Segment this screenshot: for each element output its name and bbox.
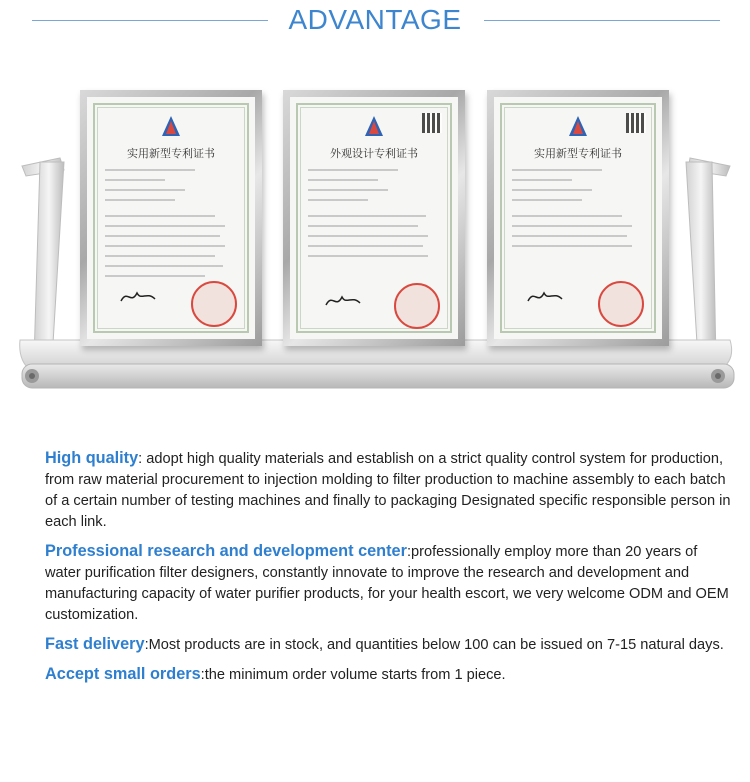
advantage-text: :Most products are in stock, and quantities below 100 can be issued on 7-15 natural days.: [144, 637, 724, 653]
certificate-frame-2: [283, 90, 465, 346]
certificate-frame-3: [487, 90, 669, 346]
official-seal-icon: [394, 283, 440, 329]
patent-office-logo-icon: [160, 115, 182, 137]
certificate-title: 外观设计专利证书: [330, 147, 418, 160]
advantage-high-quality: [45, 448, 735, 533]
advantage-rnd-center: [45, 541, 735, 626]
advantage-heading: Professional research and development center: [45, 542, 407, 560]
section-header: [0, 0, 750, 45]
certificate-title: 实用新型专利证书: [127, 147, 215, 160]
official-seal-icon: [191, 281, 237, 327]
advantage-heading: Accept small orders: [45, 665, 201, 683]
advantage-fast-delivery: [45, 634, 735, 656]
qr-code-icon: [626, 113, 646, 133]
certificate-paper: [494, 97, 662, 339]
patent-office-logo-icon: [363, 115, 385, 137]
advantage-heading: High quality: [45, 449, 139, 467]
qr-code-icon: [422, 113, 442, 133]
signature-icon: [324, 291, 364, 311]
advantage-text: :the minimum order volume starts from 1 piece.: [200, 667, 506, 683]
advantage-text: :professionally employ more than 20 years of water purification filter designers, constantly innovate to improve the research and development and manufacturing capacity of water purifier products, for your health escort, we very welcome ODM and OEM customization.: [45, 544, 729, 623]
official-seal-icon: [598, 281, 644, 327]
certificate-frame-1: [80, 90, 262, 346]
certificate-display: [0, 60, 750, 420]
certificate-title: 实用新型专利证书: [534, 147, 622, 160]
advantage-heading: Fast delivery: [45, 635, 145, 653]
signature-icon: [526, 287, 566, 307]
patent-office-logo-icon: [567, 115, 589, 137]
certificate-paper: [290, 97, 458, 339]
certificate-paper: [87, 97, 255, 339]
advantage-list: [45, 448, 735, 694]
page-title: ADVANTAGE: [288, 4, 462, 35]
signature-icon: [119, 287, 159, 307]
advantage-text: : adopt high quality materials and establish on a strict quality control system for production, from raw material procurement to injection molding to filter production to machine assembly to each batch of a certain number of testing machines and finally to packaging Designated specific responsible person in each link.: [45, 451, 731, 530]
advantage-small-orders: [45, 664, 735, 686]
header-divider-right: [484, 20, 720, 21]
